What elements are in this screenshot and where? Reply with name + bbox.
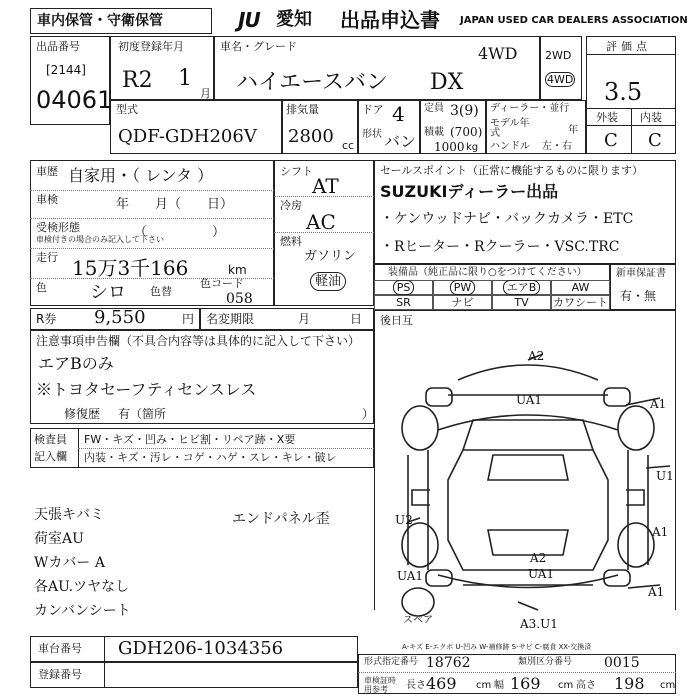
color-change-label: 色替: [150, 285, 172, 298]
score-int: C: [648, 130, 662, 151]
handle-options: 左・右: [542, 141, 572, 152]
equipment-item[interactable]: [374, 295, 433, 310]
inspection-value: 年 月（ 日）: [116, 197, 234, 212]
handwritten-note-line: Wカバー A: [34, 555, 105, 571]
model-name: ハイエースバン: [236, 70, 389, 95]
recycle-unit: 円: [182, 312, 195, 326]
notes-line2: ※トヨタセーフティセンスレス: [36, 380, 257, 399]
mark-ua1-top: UA1: [516, 393, 543, 407]
drive-2wd[interactable]: 2WD: [545, 49, 572, 62]
name-change-day: 日: [350, 312, 363, 326]
warranty-label: 新車保証書: [616, 268, 666, 279]
notes-label: 注意事項申告欄（不具合内容等は具体的に記入して下さい）: [36, 334, 361, 348]
disp-label: 排気量: [286, 103, 319, 116]
equipment-item[interactable]: [492, 280, 551, 295]
checker-label-1: 検査員: [34, 433, 67, 446]
equipment-item[interactable]: [551, 280, 610, 295]
model-label: 車名・グレード: [220, 40, 297, 53]
ac-value: AC: [306, 210, 336, 234]
chassis-label: 車台番号: [38, 642, 82, 655]
color-value: シロ: [90, 282, 126, 303]
score-ext-label: 外装: [596, 111, 618, 124]
mark-u2: U2: [395, 513, 413, 527]
recycle-value: 9,550: [94, 307, 146, 328]
equipment-item-label: AW: [571, 281, 590, 294]
door-value: 4: [392, 102, 405, 126]
storage-label: 車内保管・守衛保管: [37, 13, 163, 29]
history-value: 自家用・（ レンタ ）: [68, 166, 214, 185]
type-num-value: 18762: [426, 655, 471, 671]
lot-bracket: [2144]: [46, 63, 86, 77]
model-drive: 4WD: [478, 44, 518, 63]
equipment-grid: [374, 280, 610, 310]
type-value: QDF-GDH206V: [118, 126, 257, 147]
car-diagram: [378, 340, 678, 630]
equipment-item-label: SR: [396, 296, 411, 309]
dealer-label: ディーラー・並行: [490, 103, 570, 114]
equipment-item-label: エアB: [503, 280, 541, 295]
damage-legend: A-キズ E-エクボ U-凹み W-補修跡 S-サビ C-腐食 XX-交換済: [402, 643, 592, 651]
len-unit: cm: [476, 680, 492, 691]
reg-date-month: 1: [178, 66, 192, 91]
wid-value: 169: [510, 674, 541, 693]
mileage-label: 走行: [36, 251, 58, 264]
equipment-item-label: ナビ: [451, 296, 474, 309]
handwritten-note-line: 各AU.ツヤなし: [34, 579, 130, 595]
model-year-unit: 年: [568, 125, 578, 136]
association-name: JAPAN USED CAR DEALERS ASSOCIATION: [460, 15, 688, 26]
checker-label-2: 記入欄: [34, 450, 67, 463]
handwritten-note-line: 荷室AU: [34, 531, 84, 547]
model-year-label: モデル年式: [490, 118, 530, 139]
mark-ua1-left: UA1: [397, 569, 424, 583]
load-label: 積載: [424, 127, 444, 138]
color-code-label: 色コード: [200, 277, 244, 290]
recycle-label: R券: [36, 312, 57, 326]
org-name: 愛知: [276, 9, 312, 30]
equipment-item-label: PW: [450, 280, 476, 295]
mark-a1-right-2: A1: [652, 525, 669, 539]
spare-label: スペア: [403, 615, 433, 626]
wid-label: 幅: [494, 680, 504, 691]
equipment-item[interactable]: [492, 295, 551, 310]
model-grade: DX: [430, 70, 464, 95]
lot-number: 04061: [36, 86, 113, 114]
reg-no-label: 登録番号: [38, 668, 82, 681]
hei-value: 198: [614, 674, 645, 693]
reg-date-label: 初度登録年月: [118, 40, 184, 53]
load-unit: kg: [466, 142, 479, 153]
equipment-item[interactable]: [433, 295, 492, 310]
type-num-label: 形式指定番号: [364, 657, 419, 667]
checker-row-1: FW・キズ・凹み・ヒビ割・リペア跡・X要: [84, 433, 296, 446]
later-label: 後日互: [380, 314, 413, 327]
sales-points-brand: SUZUKIディーラー出品: [380, 182, 559, 201]
score-value: 3.5: [604, 78, 643, 106]
score-int-label: 内装: [640, 111, 662, 124]
mark-a2-top: A2: [528, 349, 545, 363]
load-value-2: 1000: [434, 140, 465, 154]
mileage-value: 15万3千166: [72, 256, 189, 280]
mark-ua1-mid: UA1: [528, 567, 555, 581]
handwritten-side-note: エンドパネル歪: [232, 511, 330, 527]
len-label: 長さ: [406, 680, 426, 691]
len-value: 469: [426, 674, 457, 693]
name-change-label: 名変期限: [206, 312, 255, 326]
reg-date-month-unit: 月: [200, 87, 211, 100]
sales-points-line1: ・ケンウッドナビ・バックカメラ・ETC: [380, 211, 634, 227]
repair-label: 修復歴: [64, 407, 101, 421]
repair-close: ）: [362, 407, 375, 421]
warranty-options: 有・無: [620, 289, 657, 303]
hei-label: 高さ: [576, 680, 596, 691]
disp-value: 2800: [288, 126, 334, 147]
fuel-value: ガソリン: [304, 249, 357, 264]
sales-points-label: セールスポイント（正常に機能するものに限ります）: [380, 164, 644, 177]
storage-box: [30, 8, 212, 34]
shape-value: バン: [384, 132, 417, 151]
checker-row-2: 内装・キズ・汚レ・コゲ・ハゲ・スレ・キレ・破レ: [84, 451, 337, 464]
name-change-month: 月: [298, 312, 311, 326]
handle-label: ハンドル: [490, 141, 530, 152]
door-label: ドア: [362, 103, 384, 116]
handwritten-note-line: 天張キバミ: [34, 507, 104, 523]
equipment-item[interactable]: [433, 280, 492, 295]
receipt-note: 車検付きの場合のみ記入して下さい: [36, 235, 164, 244]
equipment-item[interactable]: [374, 280, 433, 295]
type-label: 型式: [116, 103, 138, 116]
cap-label: 定員: [424, 103, 444, 114]
drive-box: [540, 36, 582, 100]
receipt-label: 受検形態: [36, 221, 80, 234]
handwritten-note-line: カンバンシート: [34, 603, 131, 619]
receipt-value: （ ）: [134, 225, 226, 240]
mark-a2-mid: A2: [530, 551, 547, 565]
mark-a1-right-3: A1: [648, 585, 665, 599]
form-title: 出品申込書: [340, 8, 440, 32]
cap-value: 3(9): [450, 103, 479, 119]
wid-unit: cm: [558, 680, 574, 691]
lot-label: 出品番号: [36, 40, 80, 53]
spec-ref-label: 車検証時用参考: [364, 676, 396, 694]
equipment-label: 装備品（純正品に限り○をつけてください）: [388, 267, 587, 278]
reg-date-era: R2: [122, 68, 153, 93]
color-label: 色: [36, 281, 47, 294]
inspection-label: 車検: [36, 193, 58, 206]
handwritten-notes: [34, 508, 234, 628]
mileage-unit: km: [228, 263, 247, 277]
notes-line1: エアBのみ: [38, 354, 114, 373]
shape-label: 形状: [362, 129, 382, 140]
shift-value: AT: [312, 174, 339, 198]
drive-4wd-circled[interactable]: 4WD: [547, 73, 574, 86]
ju-logo-text: JU: [238, 8, 260, 32]
ac-label: 冷房: [280, 199, 302, 212]
disp-unit: cc: [342, 139, 355, 152]
equipment-item-label: PS: [393, 280, 415, 295]
mark-a3: A3.U1: [520, 617, 558, 631]
equipment-item[interactable]: [551, 295, 610, 310]
history-label: 車歴: [36, 165, 58, 178]
score-label: 評価点: [606, 40, 651, 53]
ju-logo: [236, 10, 276, 32]
equipment-item-label: カワシート: [553, 296, 608, 309]
mark-a1-right-1: A1: [650, 397, 667, 411]
chassis-value: GDH206-1034356: [118, 638, 284, 659]
equipment-item-label: TV: [514, 296, 529, 309]
mark-u1: U1: [656, 469, 674, 483]
score-ext: C: [604, 130, 618, 151]
hei-unit: cm: [660, 680, 676, 691]
class-num-label: 類別区分番号: [518, 657, 573, 667]
sales-points-line2: ・Rヒーター・Rクーラー・VSC.TRC: [380, 239, 620, 255]
color-code: 058: [226, 291, 253, 307]
repair-options: 有（箇所: [118, 407, 167, 421]
class-num-value: 0015: [604, 655, 640, 671]
fuel-label: 燃料: [280, 235, 302, 248]
fuel-circled[interactable]: 軽油: [310, 272, 346, 291]
load-value: (700): [450, 125, 483, 139]
shift-label: シフト: [280, 165, 313, 178]
